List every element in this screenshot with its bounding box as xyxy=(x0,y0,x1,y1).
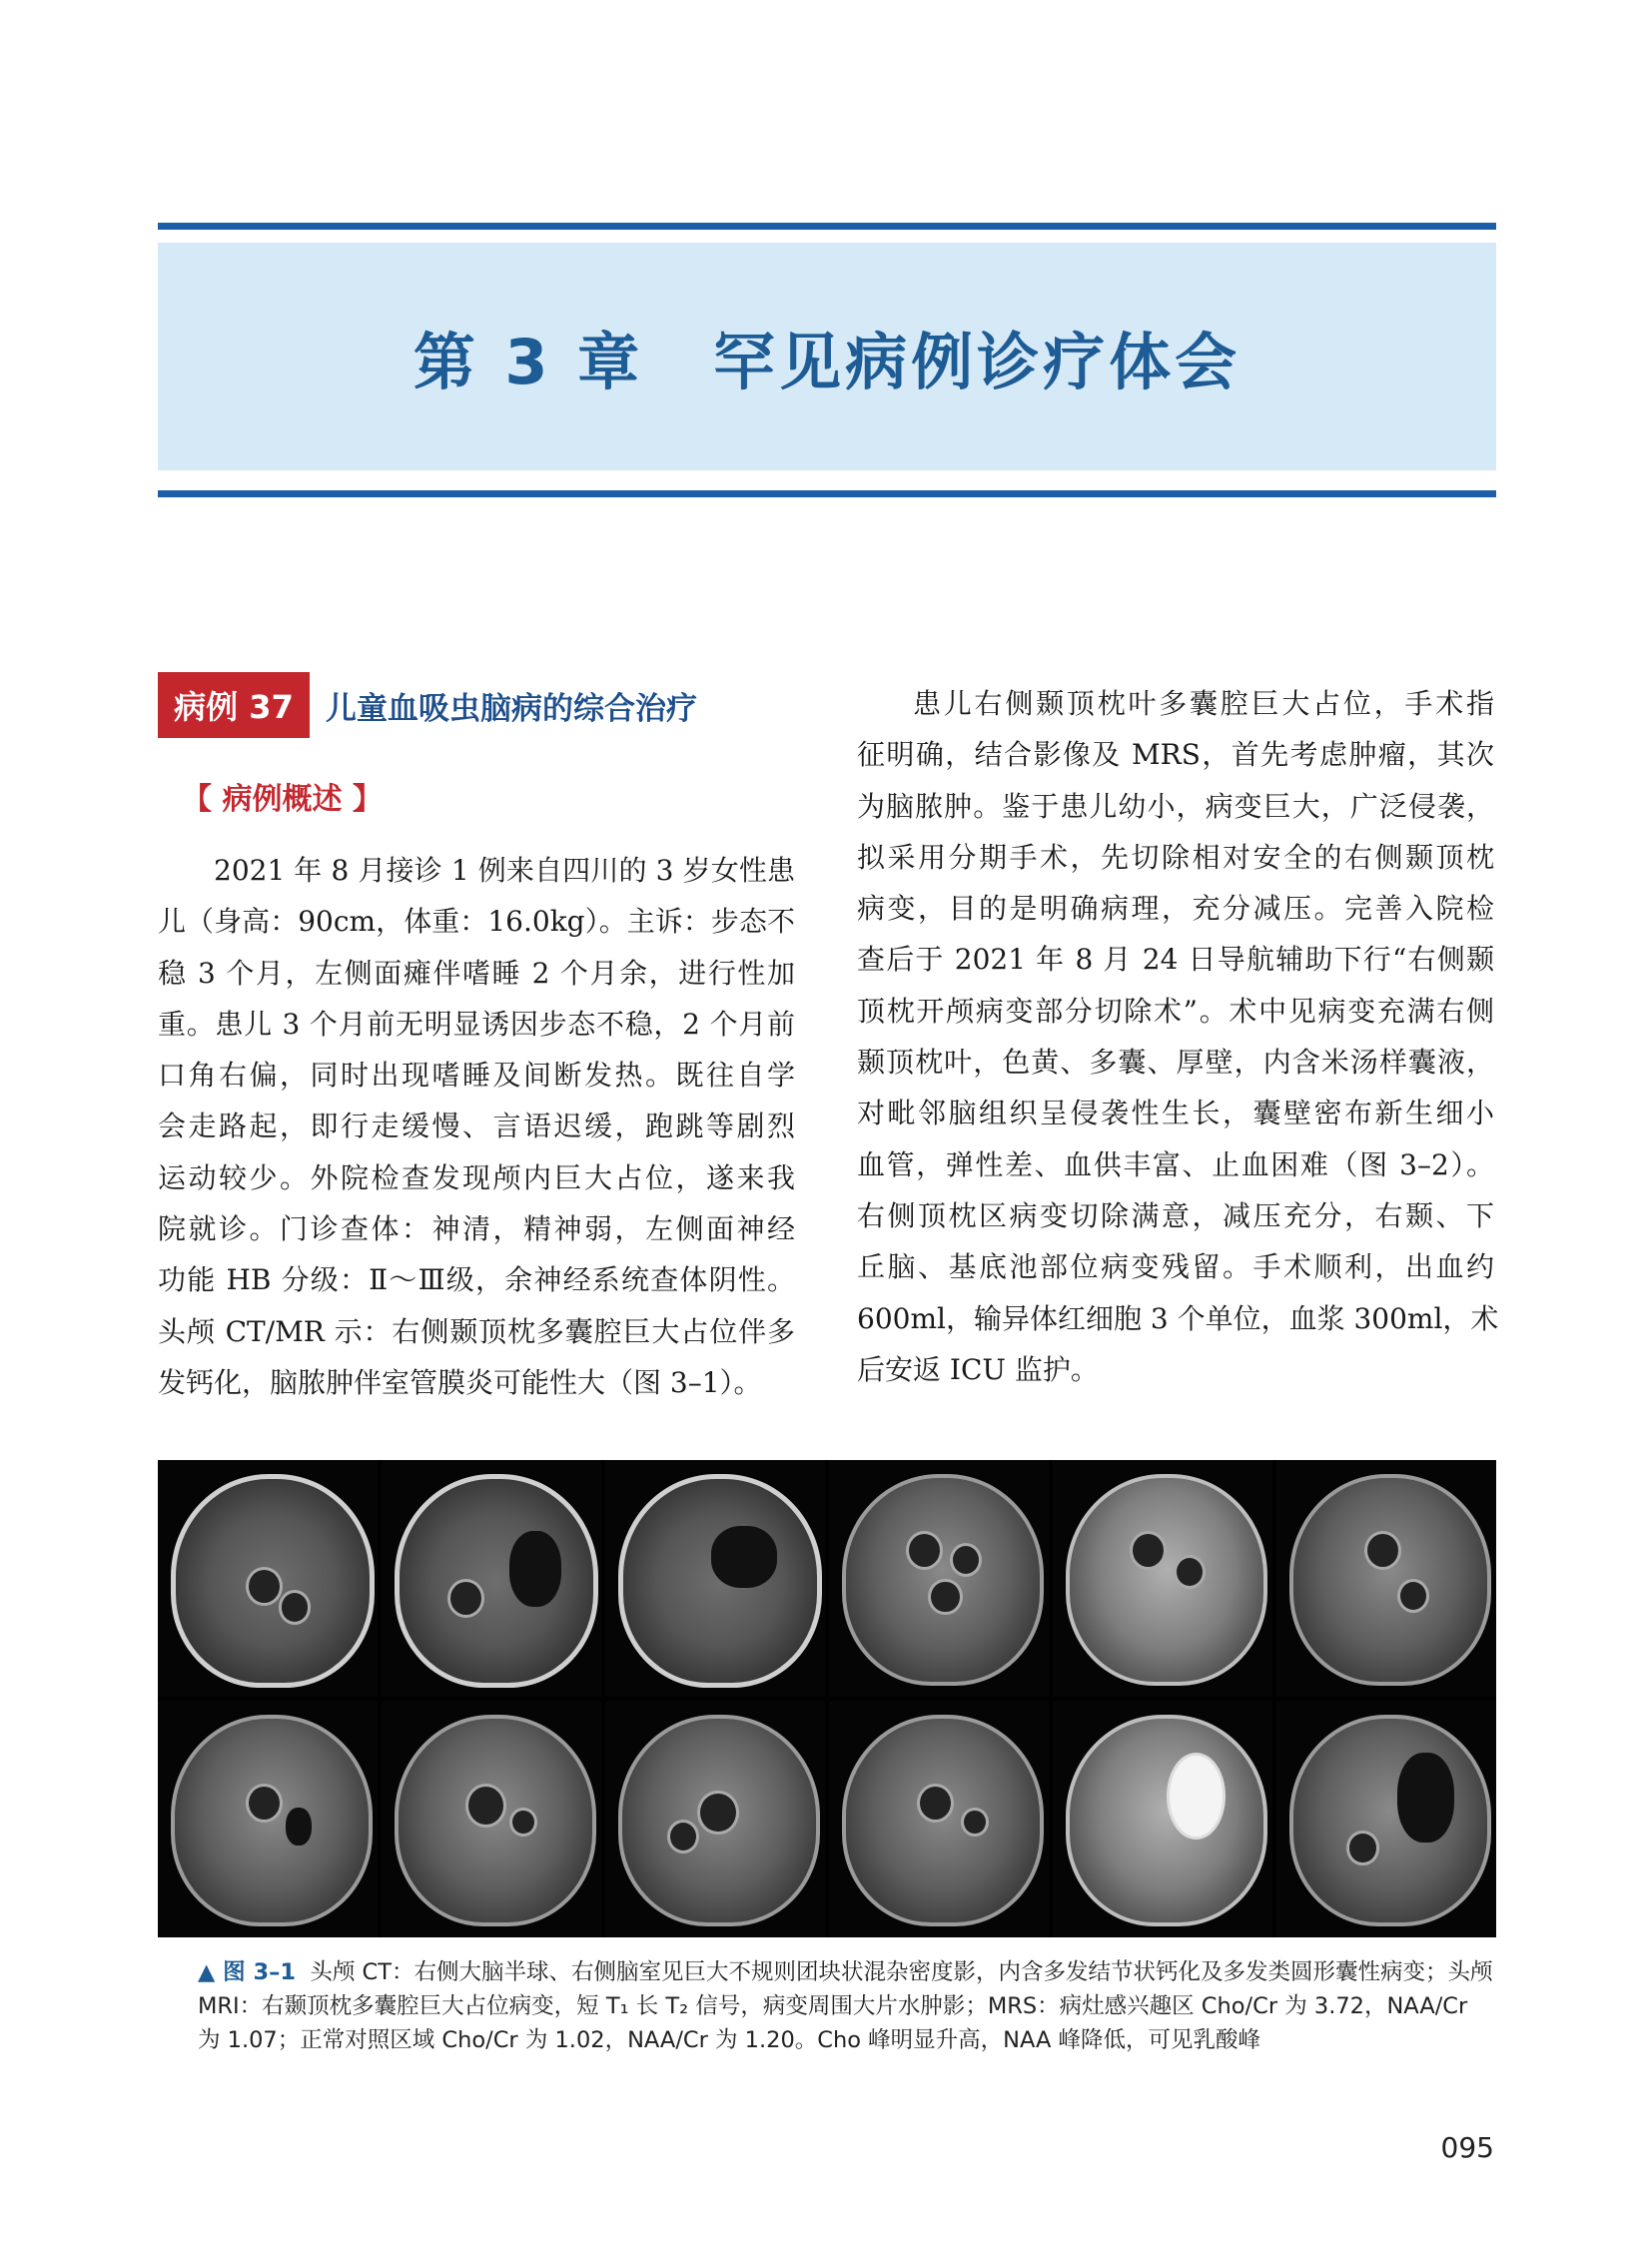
chapter-subtitle: 罕见病例诊疗体会 xyxy=(713,325,1241,398)
right-column-line: 患儿右侧颞顶枕叶多囊腔巨大占位，手术指 xyxy=(913,687,1494,720)
right-text-column xyxy=(857,678,1499,1395)
right-column-line: 拟采用分期手术，先切除相对安全的右侧颞顶枕 xyxy=(857,840,1494,874)
right-column-line: 为脑脓肿。鉴于患儿幼小，病变巨大，广泛侵袭， xyxy=(857,789,1494,823)
left-column-line: 口角右偏，同时出现嗜睡及间断发热。既往自学 xyxy=(158,1059,795,1093)
left-column-line: 发钙化，脑脓肿伴室管膜炎可能性大（图 3–1）。 xyxy=(158,1365,762,1399)
left-column-line: 运动较少。外院检查发现颅内巨大占位，遂来我 xyxy=(158,1160,795,1194)
section-heading: 【 病例概述 】 xyxy=(182,782,383,817)
chapter-title xyxy=(413,313,1240,401)
page-number: 095 xyxy=(1440,2131,1494,2164)
right-column-line: 颞顶枕叶，色黄、多囊、厚壁，内含米汤样囊液， xyxy=(857,1046,1494,1080)
figure-caption xyxy=(198,1955,1496,2057)
case-title: 儿童血吸虫脑病的综合治疗 xyxy=(326,690,697,727)
right-column-line: 丘脑、基底池部位病变残留。手术顺利，出血约 xyxy=(857,1250,1494,1284)
figure-label: ▲ 图 3–1 xyxy=(198,1959,297,1985)
right-column-line: 右侧顶枕区病变切除满意，减压充分，右颞、下 xyxy=(857,1198,1494,1232)
brain-scan-figure xyxy=(158,1460,1496,1937)
mri-sagittal-2 xyxy=(1053,1460,1272,1697)
left-column-line: 会走路起，即行走缓慢、言语迟缓，跑跳等剧烈 xyxy=(158,1110,795,1143)
mri-axial-5 xyxy=(1053,1701,1272,1937)
right-column-line: 查后于 2021 年 8 月 24 日导航辅助下行“右侧颞 xyxy=(857,943,1494,977)
chapter-banner xyxy=(158,243,1496,470)
right-column-line: 血管，弹性差、血供丰富、止血困难（图 3–2）。 xyxy=(857,1147,1494,1181)
chapter-number: 第 3 章 xyxy=(413,325,644,398)
ct-scan-2 xyxy=(382,1460,601,1697)
mri-axial-2 xyxy=(382,1701,601,1937)
mri-axial-1 xyxy=(158,1701,378,1937)
mri-sagittal-1 xyxy=(829,1460,1049,1697)
right-column-line: 后安返 ICU 监护。 xyxy=(857,1352,1099,1386)
left-column-line: 头颅 CT/MR 示：右侧颞顶枕多囊腔巨大占位伴多 xyxy=(158,1314,795,1348)
left-column-line: 儿（身高：90cm，体重：16.0kg）。主诉：步态不 xyxy=(158,905,795,939)
right-column-line: 病变，目的是明确病理，充分减压。完善入院检 xyxy=(857,892,1494,926)
case-number-tag: 病例 37 xyxy=(158,672,310,738)
right-column-line: 对毗邻脑组织呈侵袭性生长，囊壁密布新生细小 xyxy=(857,1097,1494,1130)
right-column-line: 顶枕开颅病变部分切除术”。术中见病变充满右侧 xyxy=(857,994,1494,1028)
right-column-line: 征明确，结合影像及 MRS，首先考虑肿瘤，其次 xyxy=(857,738,1494,772)
left-column-line: 2021 年 8 月接诊 1 例来自四川的 3 岁女性患 xyxy=(214,854,795,887)
left-column-line: 功能 HB 分级：Ⅱ～Ⅲ级，余神经系统查体阴性。 xyxy=(158,1263,795,1297)
mri-axial-3 xyxy=(605,1701,825,1937)
left-column-line: 院就诊。门诊查体：神清，精神弱，左侧面神经 xyxy=(158,1212,795,1246)
mri-sagittal-3 xyxy=(1276,1460,1496,1697)
top-rule xyxy=(158,223,1496,230)
ct-scan-3 xyxy=(605,1460,825,1697)
mri-axial-4 xyxy=(829,1701,1049,1937)
ct-scan-1 xyxy=(158,1460,378,1697)
left-column-line: 稳 3 个月，左侧面瘫伴嗜睡 2 个月余，进行性加 xyxy=(158,956,795,990)
left-column-line: 重。患儿 3 个月前无明显诱因步态不稳，2 个月前 xyxy=(158,1007,795,1041)
mri-axial-6 xyxy=(1276,1701,1496,1937)
right-column-line: 600ml，输异体红细胞 3 个单位，血浆 300ml，术 xyxy=(857,1301,1499,1335)
left-text-column xyxy=(158,845,795,1408)
bottom-rule xyxy=(158,490,1496,497)
figure-caption-text: 头颅 CT：右侧大脑半球、右侧脑室见巨大不规则团块状混杂密度影，内含多发结节状钙化及多发类圆形囊性病变；头颅 MRI：右颞顶枕多囊腔巨大占位病变，短 T₁ 长 T₂ 信号，病变周围大片水肿影；MRS：病灶感兴趣区 Cho/Cr 为 3.72，NAA/Cr 为 1.07；正常对照区域 Cho/Cr 为 1.02，NAA/Cr 为 1.20。Cho 峰明显升高，NAA 峰降低，可见乳酸峰 xyxy=(198,1959,1493,2053)
